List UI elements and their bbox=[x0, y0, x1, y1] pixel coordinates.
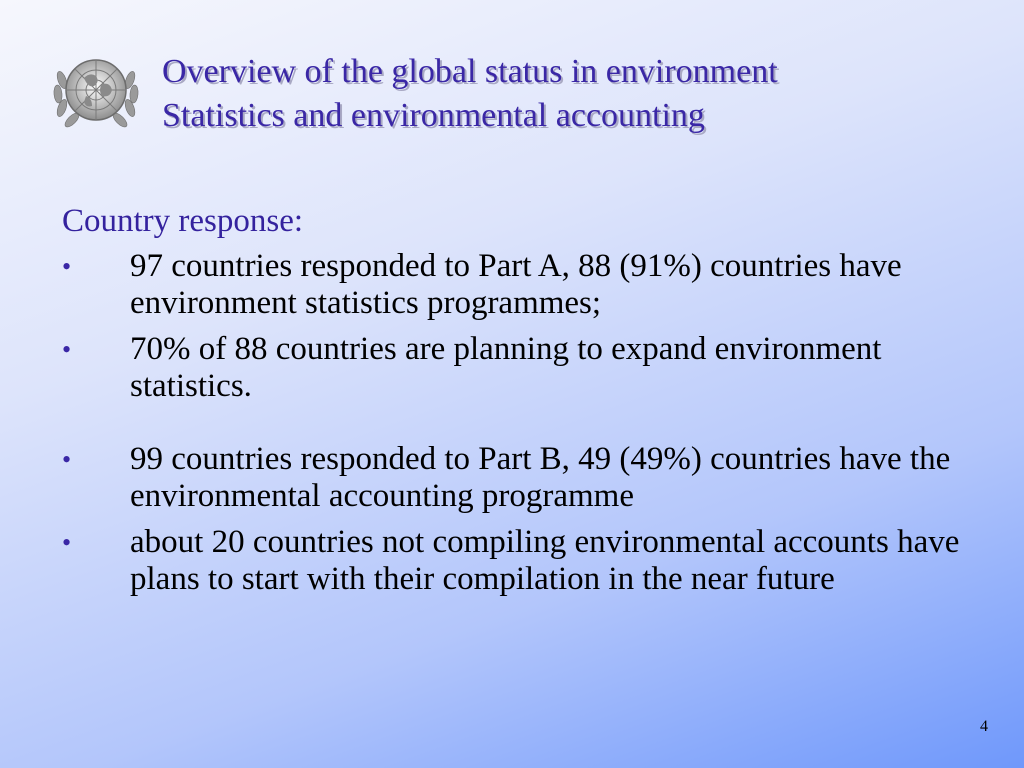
bullet-list bbox=[62, 248, 1002, 607]
title-line-1: Overview of the global status in environment bbox=[162, 53, 778, 90]
bullet-text: 70% of 88 countries are planning to expand environment statistics. bbox=[130, 331, 882, 404]
bullet-text: about 20 countries not compiling environmental accounts have plans to start with their compilation in the near future bbox=[130, 524, 960, 597]
list-item bbox=[62, 331, 1002, 405]
list-item bbox=[62, 441, 1002, 515]
bullet-icon: • bbox=[62, 252, 72, 281]
bullet-icon: • bbox=[62, 528, 72, 557]
bullet-text: 99 countries responded to Part B, 49 (49%) countries have the environmental accounting programme bbox=[130, 441, 951, 514]
page-number: 4 bbox=[980, 718, 988, 735]
slide-title bbox=[162, 50, 982, 138]
title-line-2: Statistics and environmental accounting bbox=[162, 97, 705, 134]
section-heading: Country response: bbox=[62, 203, 304, 239]
bullet-text: 97 countries responded to Part A, 88 (91%) countries have environment statistics programmes; bbox=[130, 248, 902, 321]
bullet-icon: • bbox=[62, 335, 72, 364]
list-item bbox=[62, 248, 1002, 322]
un-emblem-icon bbox=[50, 50, 142, 134]
bullet-icon: • bbox=[62, 445, 72, 474]
list-item bbox=[62, 524, 1002, 598]
